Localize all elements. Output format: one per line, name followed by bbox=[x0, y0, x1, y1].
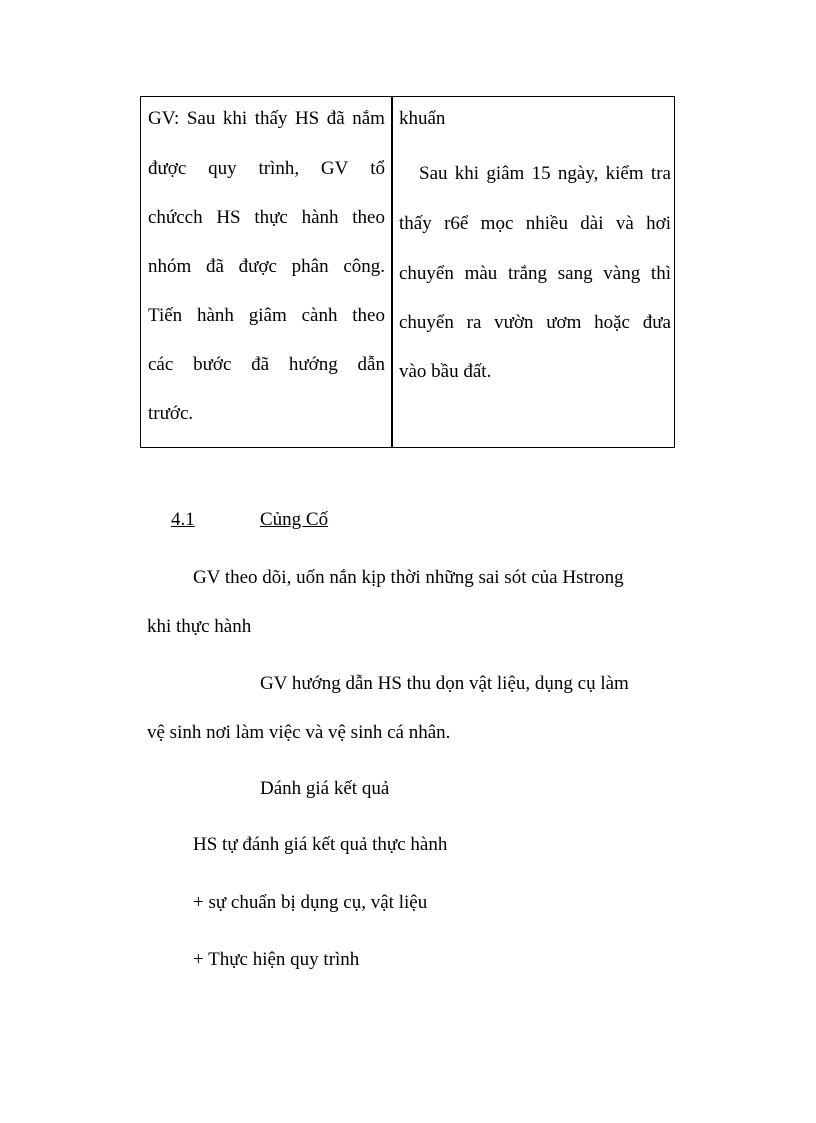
right-cell-line: chuyển ra vườn ươm hoặc đưa bbox=[399, 312, 671, 333]
table-column-divider bbox=[391, 97, 393, 447]
left-cell-line: GV: Sau khi thấy HS đã nắm bbox=[148, 108, 385, 129]
section-title: Củng Cố bbox=[260, 509, 329, 530]
right-cell-line: thấy r6ể mọc nhiều dài và hơi bbox=[399, 213, 671, 234]
right-cell-line: Sau khi giâm 15 ngày, kiểm tra bbox=[419, 163, 671, 184]
evaluation-heading: Dánh giá kết quả bbox=[260, 778, 390, 799]
evaluation-item: + sự chuẩn bị dụng cụ, vật liệu bbox=[193, 892, 428, 913]
left-cell-line: trước. bbox=[148, 403, 194, 424]
lesson-table bbox=[140, 96, 675, 448]
evaluation-item: + Thực hiện quy trình bbox=[193, 949, 360, 970]
right-cell-line: chuyển màu trắng sang vàng thì bbox=[399, 263, 671, 284]
paragraph-line: GV hướng dẫn HS thu dọn vật liệu, dụng cụ làm bbox=[260, 673, 629, 694]
left-cell-line: Tiến hành giâm cành theo bbox=[148, 305, 385, 326]
evaluation-intro: HS tự đánh giá kết quả thực hành bbox=[193, 834, 448, 855]
right-cell-line: vào bầu đất. bbox=[399, 361, 492, 382]
right-cell-line: khuẩn bbox=[399, 108, 446, 129]
paragraph-line: GV theo dõi, uốn nắn kịp thời những sai sót của Hstrong bbox=[193, 567, 624, 588]
left-cell-line: nhóm đã được phân công. bbox=[148, 256, 385, 277]
left-cell-line: các bước đã hướng dẫn bbox=[148, 354, 385, 375]
paragraph-line: vệ sinh nơi làm việc và vệ sinh cá nhân. bbox=[147, 722, 451, 743]
left-cell-line: được quy trình, GV tổ bbox=[148, 158, 385, 179]
section-number: 4.1 bbox=[171, 509, 195, 530]
left-cell-line: chứcch HS thực hành theo bbox=[148, 207, 385, 228]
paragraph-line: khi thực hành bbox=[147, 616, 252, 637]
